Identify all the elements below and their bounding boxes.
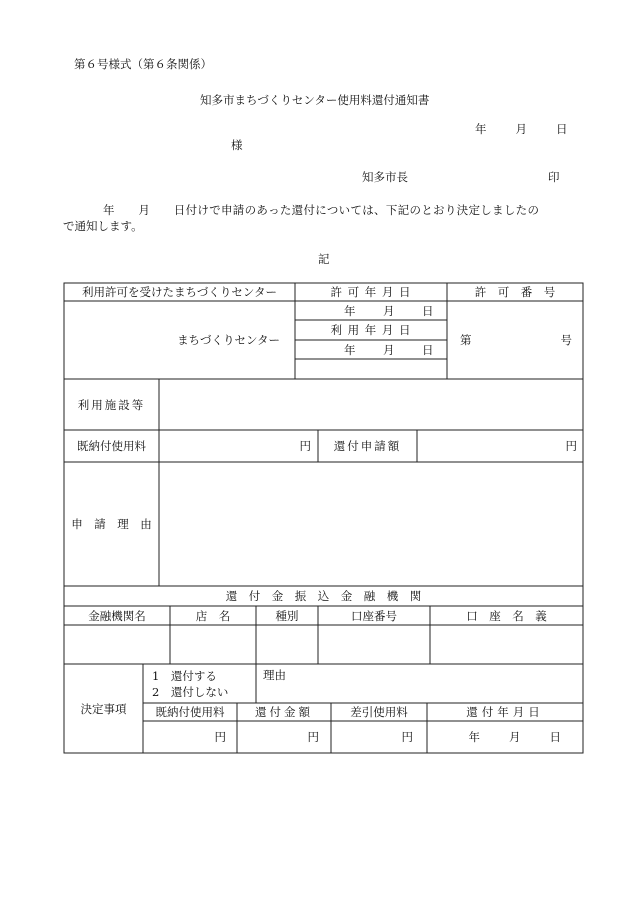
use-date-value[interactable] xyxy=(295,340,435,359)
permit-date-text: 年 月 日 xyxy=(344,303,435,318)
decision-col-refund-amount: 還付金額 xyxy=(255,705,313,719)
decision-col-net-fee: 差引使用料 xyxy=(350,705,408,719)
center-suffix: まちづくりセンター xyxy=(177,333,280,347)
document-title: 知多市まちづくりセンター使用料還付通知書 xyxy=(200,93,430,107)
bank-name-field[interactable] xyxy=(64,625,170,664)
decision-refund-date-field[interactable] xyxy=(427,721,563,753)
decision-refund-amount-yen: 円 xyxy=(307,730,319,744)
decision-paid-fee-field[interactable] xyxy=(143,721,226,753)
issuer-name: 知多市長 xyxy=(362,170,408,184)
paid-fee-label: 既納付使用料 xyxy=(77,439,146,453)
use-date-header: 利 用 年 月 日 xyxy=(330,323,412,337)
issuer-seal: 印 xyxy=(548,170,560,184)
bank-col-name: 金融機関名 xyxy=(88,608,146,623)
bank-account-number-field[interactable] xyxy=(318,625,430,664)
paid-fee-field[interactable] xyxy=(159,430,311,462)
bank-col-type: 種別 xyxy=(275,608,299,623)
decision-reason-label: 理由 xyxy=(263,668,286,682)
paid-fee-yen: 円 xyxy=(299,439,311,453)
facility-label: 利用施設等 xyxy=(77,397,146,412)
decision-col-refund-date: 還付年月日 xyxy=(466,705,544,719)
permit-date-header: 許 可 年 月 日 xyxy=(330,285,412,299)
bank-type-field[interactable] xyxy=(256,625,318,664)
refund-request-yen: 円 xyxy=(565,439,577,453)
addressee-suffix: 様 xyxy=(231,138,243,152)
decision-col-paid-fee: 既納付使用料 xyxy=(155,705,225,719)
permit-number-header: 許 可 番 号 xyxy=(474,285,556,299)
permitted-center-header: 利用許可を受けたまちづくりセンター xyxy=(82,285,277,299)
notice-line-1: 年 月 日付けで申請のあった還付については、下記のとおり決定しましたの xyxy=(103,203,540,217)
decision-option-no-refund[interactable]: 2 還付しない xyxy=(152,685,229,699)
reason-label: 申 請 理 由 xyxy=(71,517,152,531)
center-name-field[interactable] xyxy=(64,301,280,379)
decision-net-fee-yen: 円 xyxy=(401,730,413,744)
permit-number-prefix: 第 xyxy=(460,333,472,347)
facility-field[interactable] xyxy=(159,379,583,430)
use-date-text: 年 月 日 xyxy=(344,342,435,357)
bank-branch-field[interactable] xyxy=(170,625,256,664)
reason-field[interactable] xyxy=(159,462,583,586)
permit-date-value[interactable] xyxy=(295,301,435,320)
decision-refund-amount-field[interactable] xyxy=(237,721,319,753)
decision-net-fee-field[interactable] xyxy=(331,721,413,753)
bank-col-account-number: 口座番号 xyxy=(351,608,397,623)
decision-paid-fee-yen: 円 xyxy=(214,730,226,744)
notice-line-2: で通知します。 xyxy=(63,219,143,233)
issue-date: 年 月 日 xyxy=(475,122,570,136)
refund-request-label: 還付申請額 xyxy=(333,439,402,453)
bank-account-holder-field[interactable] xyxy=(430,625,583,664)
permit-number-suffix: 号 xyxy=(560,333,572,347)
decision-label: 決定事項 xyxy=(80,701,127,716)
bank-col-account-holder: 口 座 名 義 xyxy=(466,608,547,623)
bank-section-header: 還 付 金 振 込 金 融 機 関 xyxy=(225,589,422,603)
form-number: 第６号様式（第６条関係） xyxy=(74,57,212,71)
decision-option-refund[interactable]: 1 還付する xyxy=(152,669,217,683)
decision-refund-date-text: 年 月 日 xyxy=(468,730,563,744)
ki-heading: 記 xyxy=(318,252,330,266)
refund-request-field[interactable] xyxy=(417,430,577,462)
bank-col-branch: 店 名 xyxy=(195,608,231,623)
